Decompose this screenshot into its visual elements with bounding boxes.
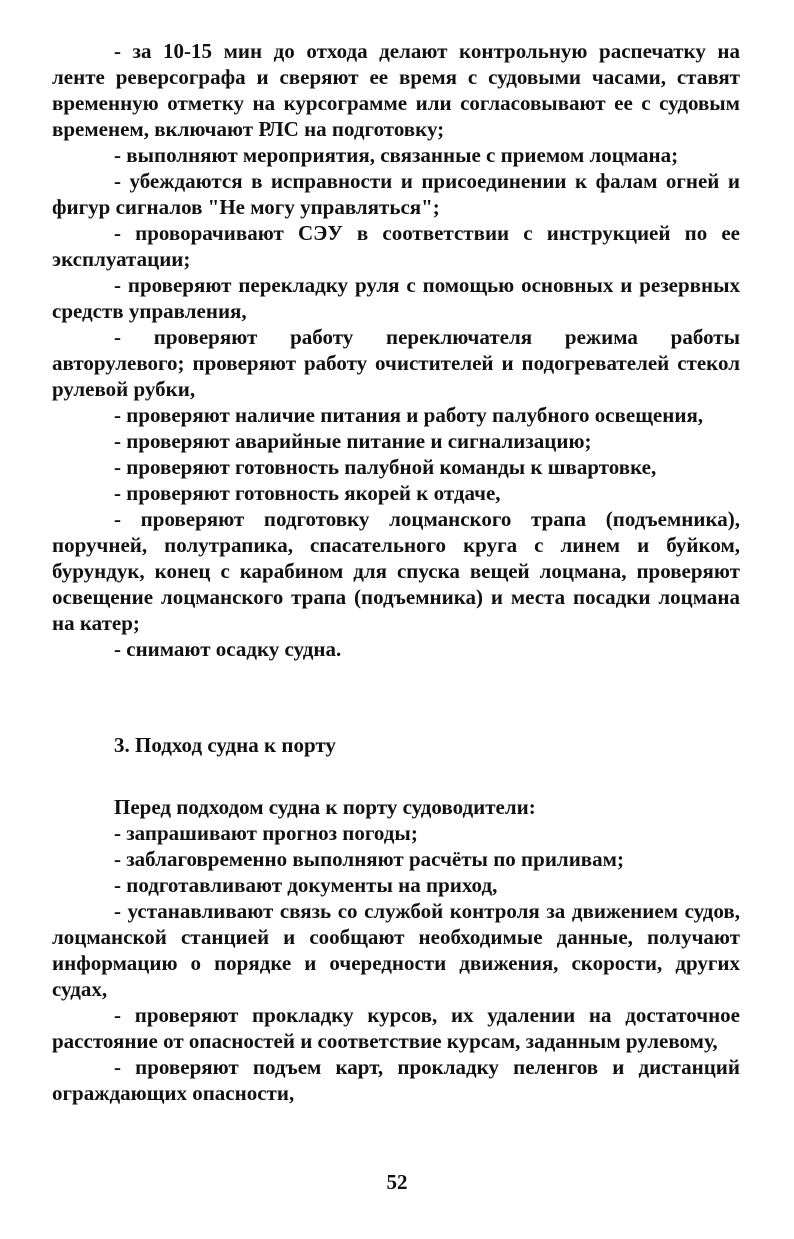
list-item: - заблаговременно выполняют расчёты по приливам; <box>114 847 624 871</box>
list-item: - проверяют работу переключателя режима работы авторулевого; проверяют работу очистителей и подогревателей стекол рулевой рубки, <box>52 325 740 401</box>
page-number: 52 <box>386 1170 408 1194</box>
list-item: - выполняют мероприятия, связанные с приемом лоцмана; <box>114 143 679 167</box>
list-item: - за 10-15 мин до отхода делают контрольную распечатку на ленте реверсографа и сверяют ее время с судовыми часами, ставят временную отметку на курсограмме или согласовывают ее с судовым временем, включают РЛС на подготовку; <box>52 39 740 141</box>
list-item: - проверяют подъем карт, прокладку пеленгов и дистанций ограждающих опасности, <box>52 1055 740 1105</box>
list-item: - проворачивают СЭУ в соответствии с инструкцией по ее эксплуатации; <box>52 221 740 271</box>
list-item: - проверяют готовность палубной команды к швартовке, <box>114 455 657 479</box>
section-heading: 3. Подход судна к порту <box>114 733 336 757</box>
list-item: - проверяют прокладку курсов, их удалении на достаточное расстояние от опасностей и соответствие курсам, заданным рулевому, <box>52 1003 740 1053</box>
list-item: - запрашивают прогноз погоды; <box>114 821 418 845</box>
page-body <box>52 38 740 1106</box>
list-item: - подготавливают документы на приход, <box>114 873 498 897</box>
list-item: - снимают осадку судна. <box>114 637 342 661</box>
list-item: - устанавливают связь со службой контроля за движением судов, лоцманской станцией и сообщают необходимые данные, получают информацию о порядке и очередности движения, скорости, других судах, <box>52 899 740 1001</box>
list-item: - убеждаются в исправности и присоединении к фалам огней и фигур сигналов "Не могу управляться"; <box>52 169 740 219</box>
list-item: - проверяют подготовку лоцманского трапа (подъемника), поручней, полутрапика, спасательного круга с линем и буйком, бурундук, конец с карабином для спуска вещей лоцмана, проверяют освещение лоцманского трапа (подъемника) и места посадки лоцмана на катер; <box>52 507 740 635</box>
list-item: - проверяют готовность якорей к отдаче, <box>114 481 501 505</box>
section-intro: Перед подходом судна к порту судоводители: <box>114 795 536 819</box>
list-item: - проверяют аварийные питание и сигнализацию; <box>114 429 592 453</box>
list-item: - проверяют перекладку руля с помощью основных и резервных средств управления, <box>52 273 740 323</box>
list-item: - проверяют наличие питания и работу палубного освещения, <box>114 403 704 427</box>
